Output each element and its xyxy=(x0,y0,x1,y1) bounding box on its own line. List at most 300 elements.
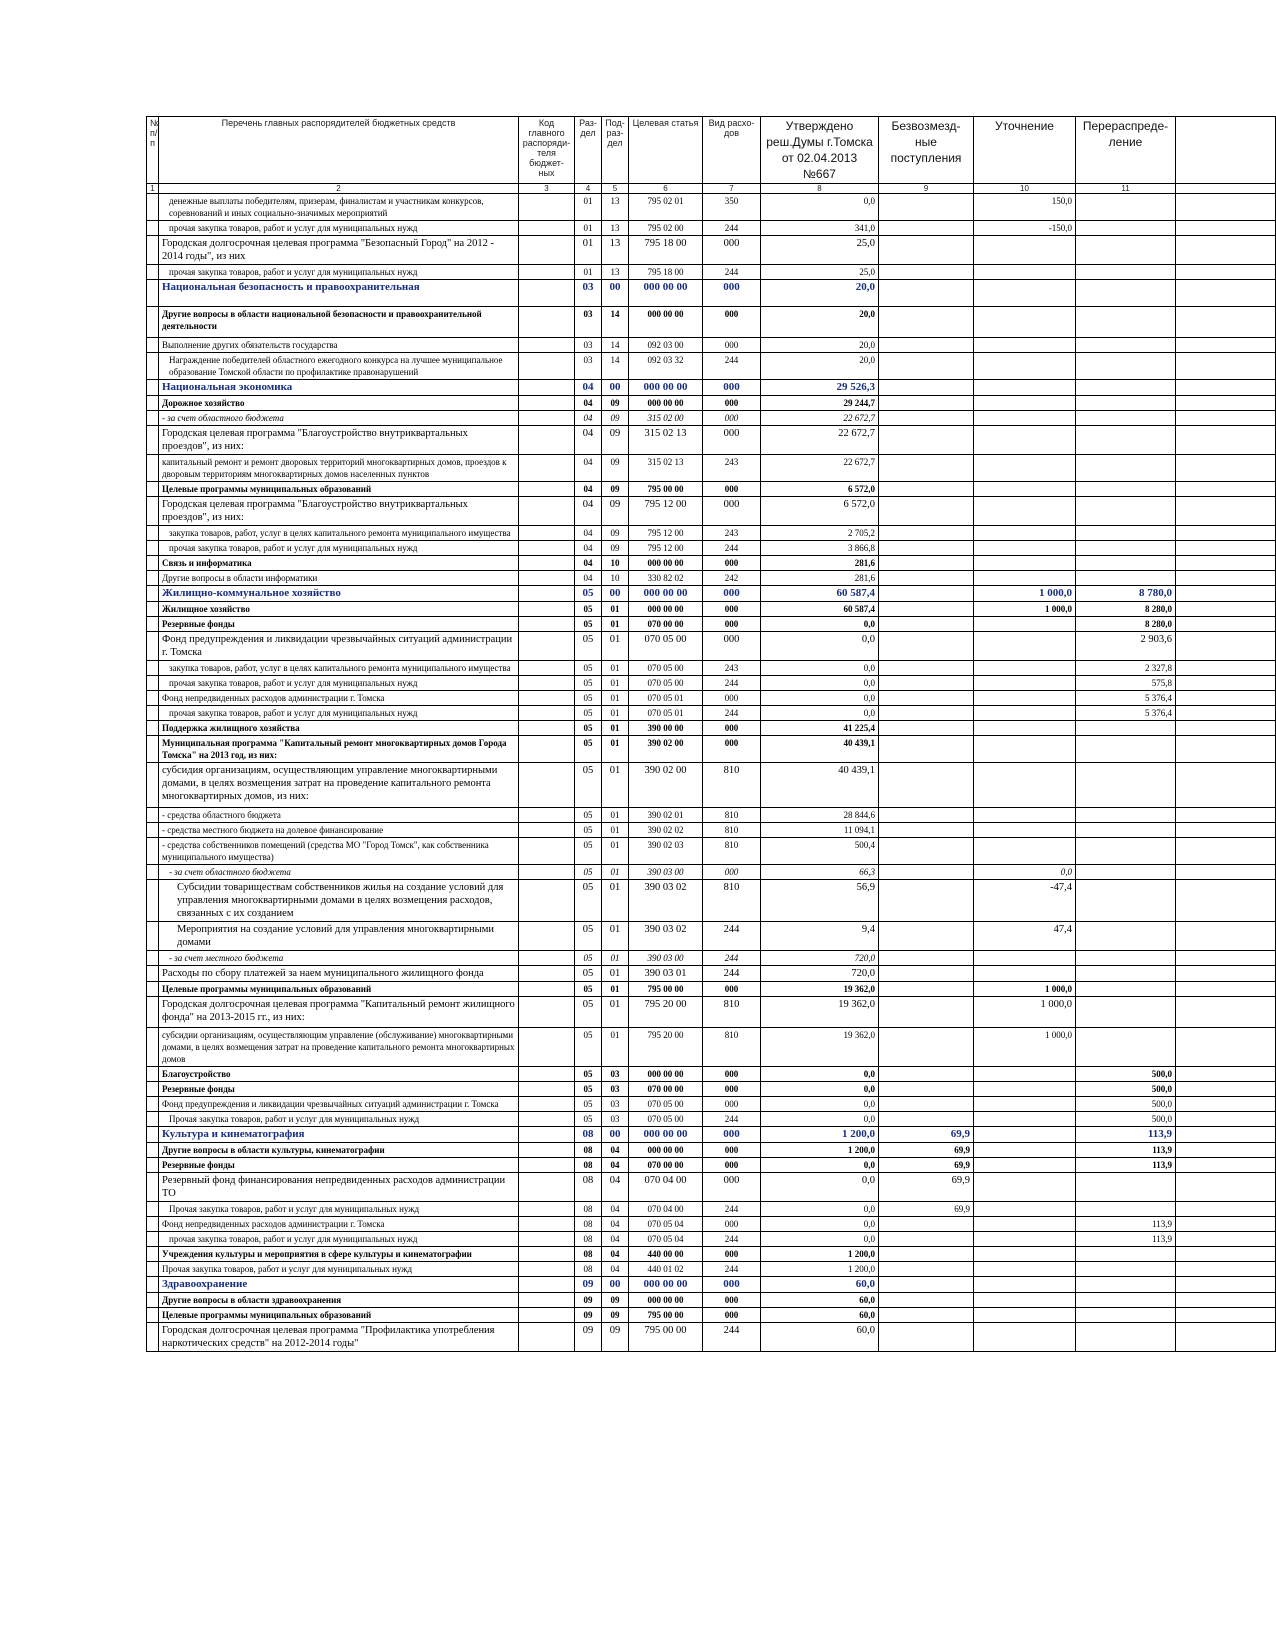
cell-podrazdel: 01 xyxy=(602,808,629,823)
cell-num xyxy=(147,194,159,221)
cell-clarif xyxy=(974,736,1076,763)
cell-grants xyxy=(879,706,974,721)
cell-clarif xyxy=(974,1217,1076,1232)
cell-grbs xyxy=(519,586,575,602)
cell-name: прочая закупка товаров, работ и услуг для муниципальных нужд xyxy=(159,265,519,280)
cell-name: - средства областного бюджета xyxy=(159,808,519,823)
cell-podrazdel: 00 xyxy=(602,586,629,602)
cell-grbs xyxy=(519,1127,575,1143)
cell-cel: 070 04 00 xyxy=(629,1173,703,1202)
cell-num xyxy=(147,380,159,396)
cell-grants xyxy=(879,922,974,951)
cell-redist xyxy=(1076,380,1176,396)
cell-podrazdel: 04 xyxy=(602,1173,629,1202)
cell-grbs xyxy=(519,380,575,396)
cell-grants xyxy=(879,1028,974,1067)
cell-grants xyxy=(879,617,974,632)
cell-vid: 000 xyxy=(703,236,761,265)
cell-vid: 000 xyxy=(703,982,761,997)
col-number: 1 xyxy=(147,184,159,194)
cell-razdel: 05 xyxy=(575,676,602,691)
cell-clarif xyxy=(974,1158,1076,1173)
cell-clarif xyxy=(974,763,1076,808)
cell-grants xyxy=(879,880,974,922)
cell-approved: 20,0 xyxy=(761,307,879,338)
cell-grants xyxy=(879,691,974,706)
cell-extra xyxy=(1176,602,1276,617)
cell-vid: 000 xyxy=(703,1308,761,1323)
cell-num xyxy=(147,838,159,865)
cell-redist: 2 327,8 xyxy=(1076,661,1176,676)
cell-extra xyxy=(1176,1082,1276,1097)
cell-redist xyxy=(1076,571,1176,586)
cell-num xyxy=(147,1082,159,1097)
cell-name: прочая закупка товаров, работ и услуг для муниципальных нужд xyxy=(159,221,519,236)
cell-clarif xyxy=(974,1293,1076,1308)
cell-podrazdel: 03 xyxy=(602,1067,629,1082)
cell-approved: 22 672,7 xyxy=(761,426,879,455)
cell-extra xyxy=(1176,1158,1276,1173)
cell-vid: 000 xyxy=(703,556,761,571)
cell-podrazdel: 01 xyxy=(602,617,629,632)
cell-grants xyxy=(879,982,974,997)
header-clarif: Уточнение xyxy=(974,117,1076,184)
cell-clarif xyxy=(974,236,1076,265)
cell-cel: 795 00 00 xyxy=(629,1308,703,1323)
cell-grbs xyxy=(519,1262,575,1277)
cell-name: Другие вопросы в области национальной безопасности и правоохранительной деятельности xyxy=(159,307,519,338)
cell-name: Другие вопросы в области здравоохранения xyxy=(159,1293,519,1308)
cell-num xyxy=(147,1143,159,1158)
cell-grbs xyxy=(519,541,575,556)
cell-cel: 000 00 00 xyxy=(629,380,703,396)
cell-num xyxy=(147,1112,159,1127)
cell-approved: 720,0 xyxy=(761,966,879,982)
cell-cel: 000 00 00 xyxy=(629,1277,703,1293)
cell-clarif xyxy=(974,571,1076,586)
cell-razdel: 04 xyxy=(575,455,602,482)
cell-grants xyxy=(879,1293,974,1308)
cell-podrazdel: 13 xyxy=(602,194,629,221)
cell-extra xyxy=(1176,280,1276,307)
table-row xyxy=(147,571,1276,586)
cell-razdel: 05 xyxy=(575,602,602,617)
cell-grants xyxy=(879,265,974,280)
cell-podrazdel: 14 xyxy=(602,307,629,338)
cell-extra xyxy=(1176,497,1276,526)
cell-name: Национальная безопасность и правоохранительная xyxy=(159,280,519,307)
cell-name: Жилищное хозяйство xyxy=(159,602,519,617)
cell-grbs xyxy=(519,571,575,586)
cell-cel: 000 00 00 xyxy=(629,556,703,571)
table-row xyxy=(147,411,1276,426)
cell-approved: 11 094,1 xyxy=(761,823,879,838)
cell-approved: 28 844,6 xyxy=(761,808,879,823)
cell-clarif xyxy=(974,411,1076,426)
cell-clarif xyxy=(974,1323,1076,1352)
cell-vid: 000 xyxy=(703,1082,761,1097)
cell-approved: 0,0 xyxy=(761,617,879,632)
cell-grants xyxy=(879,736,974,763)
cell-extra xyxy=(1176,661,1276,676)
cell-podrazdel: 01 xyxy=(602,602,629,617)
cell-razdel: 05 xyxy=(575,763,602,808)
cell-podrazdel: 03 xyxy=(602,1112,629,1127)
cell-extra xyxy=(1176,1112,1276,1127)
cell-num xyxy=(147,411,159,426)
table-row xyxy=(147,526,1276,541)
table-row xyxy=(147,1323,1276,1352)
cell-redist xyxy=(1076,482,1176,497)
cell-name: Фонд непредвиденных расходов администрации г. Томска xyxy=(159,691,519,706)
cell-cel: 000 00 00 xyxy=(629,307,703,338)
cell-podrazdel: 09 xyxy=(602,426,629,455)
table-row xyxy=(147,661,1276,676)
cell-num xyxy=(147,556,159,571)
cell-redist xyxy=(1076,1308,1176,1323)
cell-vid: 810 xyxy=(703,880,761,922)
cell-num xyxy=(147,586,159,602)
cell-cel: 390 03 02 xyxy=(629,922,703,951)
cell-grbs xyxy=(519,617,575,632)
table-row xyxy=(147,1308,1276,1323)
cell-grants xyxy=(879,721,974,736)
cell-podrazdel: 09 xyxy=(602,411,629,426)
cell-extra xyxy=(1176,1217,1276,1232)
cell-grbs xyxy=(519,353,575,380)
cell-podrazdel: 01 xyxy=(602,632,629,661)
cell-grbs xyxy=(519,1173,575,1202)
cell-redist xyxy=(1076,221,1176,236)
cell-grants: 69,9 xyxy=(879,1143,974,1158)
cell-podrazdel: 01 xyxy=(602,966,629,982)
cell-name: прочая закупка товаров, работ и услуг для муниципальных нужд xyxy=(159,541,519,556)
cell-num xyxy=(147,1277,159,1293)
table-row xyxy=(147,1173,1276,1202)
col-number xyxy=(1176,184,1276,194)
cell-podrazdel: 13 xyxy=(602,221,629,236)
cell-vid: 000 xyxy=(703,1127,761,1143)
cell-extra xyxy=(1176,1323,1276,1352)
cell-clarif xyxy=(974,1247,1076,1262)
cell-num xyxy=(147,1232,159,1247)
cell-name: - средства собственников помещений (средства МО "Город Томск", как собственника муниципального имущества) xyxy=(159,838,519,865)
cell-redist: 5 376,4 xyxy=(1076,706,1176,721)
cell-clarif xyxy=(974,1277,1076,1293)
cell-podrazdel: 04 xyxy=(602,1217,629,1232)
cell-name: Городская целевая программа "Благоустройство внутриквартальных проездов", из них: xyxy=(159,426,519,455)
cell-clarif: 1 000,0 xyxy=(974,586,1076,602)
cell-clarif xyxy=(974,721,1076,736)
table-row xyxy=(147,1232,1276,1247)
cell-razdel: 03 xyxy=(575,338,602,353)
cell-redist xyxy=(1076,411,1176,426)
table-row xyxy=(147,823,1276,838)
cell-num xyxy=(147,617,159,632)
cell-podrazdel: 04 xyxy=(602,1143,629,1158)
cell-approved: 0,0 xyxy=(761,661,879,676)
cell-cel: 000 00 00 xyxy=(629,396,703,411)
table-row xyxy=(147,1202,1276,1217)
table-row xyxy=(147,966,1276,982)
cell-approved: 0,0 xyxy=(761,1232,879,1247)
cell-cel: 390 03 02 xyxy=(629,880,703,922)
cell-extra xyxy=(1176,823,1276,838)
cell-clarif xyxy=(974,265,1076,280)
cell-podrazdel: 09 xyxy=(602,526,629,541)
table-row xyxy=(147,1262,1276,1277)
cell-grants: 69,9 xyxy=(879,1158,974,1173)
cell-podrazdel: 01 xyxy=(602,865,629,880)
cell-approved: 56,9 xyxy=(761,880,879,922)
cell-razdel: 05 xyxy=(575,823,602,838)
cell-clarif: -150,0 xyxy=(974,221,1076,236)
cell-razdel: 05 xyxy=(575,838,602,865)
cell-cel: 315 02 00 xyxy=(629,411,703,426)
cell-razdel: 05 xyxy=(575,922,602,951)
header-grbs: Код главного распоряди- теля бюджет- ных xyxy=(519,117,575,184)
cell-approved: 341,0 xyxy=(761,221,879,236)
cell-extra xyxy=(1176,571,1276,586)
cell-approved: 0,0 xyxy=(761,1217,879,1232)
header-podrazdel: Под- раз- дел xyxy=(602,117,629,184)
cell-clarif xyxy=(974,1097,1076,1112)
cell-redist xyxy=(1076,556,1176,571)
cell-redist: 500,0 xyxy=(1076,1112,1176,1127)
cell-vid: 000 xyxy=(703,1097,761,1112)
cell-approved: 40 439,1 xyxy=(761,763,879,808)
table-row xyxy=(147,338,1276,353)
cell-redist xyxy=(1076,982,1176,997)
cell-grants xyxy=(879,396,974,411)
cell-podrazdel: 01 xyxy=(602,1028,629,1067)
cell-name: прочая закупка товаров, работ и услуг для муниципальных нужд xyxy=(159,676,519,691)
cell-num xyxy=(147,526,159,541)
cell-redist xyxy=(1076,265,1176,280)
cell-cel: 000 00 00 xyxy=(629,1067,703,1082)
cell-razdel: 05 xyxy=(575,691,602,706)
cell-num xyxy=(147,706,159,721)
cell-redist xyxy=(1076,1323,1176,1352)
cell-approved: 3 866,8 xyxy=(761,541,879,556)
cell-vid: 000 xyxy=(703,280,761,307)
cell-vid: 244 xyxy=(703,353,761,380)
cell-grants xyxy=(879,307,974,338)
cell-num xyxy=(147,997,159,1028)
cell-grants xyxy=(879,338,974,353)
cell-redist xyxy=(1076,1028,1176,1067)
cell-redist: 500,0 xyxy=(1076,1067,1176,1082)
cell-vid: 244 xyxy=(703,1202,761,1217)
cell-approved: 1 200,0 xyxy=(761,1262,879,1277)
cell-cel: 795 02 00 xyxy=(629,221,703,236)
cell-vid: 244 xyxy=(703,221,761,236)
cell-redist xyxy=(1076,396,1176,411)
cell-razdel: 04 xyxy=(575,426,602,455)
cell-clarif xyxy=(974,280,1076,307)
cell-cel: 795 18 00 xyxy=(629,265,703,280)
cell-grbs xyxy=(519,1293,575,1308)
cell-redist: 575,8 xyxy=(1076,676,1176,691)
cell-grbs xyxy=(519,526,575,541)
table-header xyxy=(147,117,1276,194)
cell-name: Городская долгосрочная целевая программа "Профилактика употребления наркотических средств" на 2012-2014 годы" xyxy=(159,1323,519,1352)
cell-redist xyxy=(1076,426,1176,455)
cell-clarif xyxy=(974,808,1076,823)
cell-num xyxy=(147,1323,159,1352)
table-row xyxy=(147,865,1276,880)
cell-cel: 795 00 00 xyxy=(629,982,703,997)
cell-vid: 000 xyxy=(703,736,761,763)
cell-grants xyxy=(879,1217,974,1232)
cell-redist xyxy=(1076,951,1176,966)
cell-vid: 243 xyxy=(703,661,761,676)
cell-redist: 8 280,0 xyxy=(1076,602,1176,617)
cell-grbs xyxy=(519,880,575,922)
col-number: 11 xyxy=(1076,184,1176,194)
cell-cel: 070 05 04 xyxy=(629,1217,703,1232)
cell-vid: 000 xyxy=(703,482,761,497)
cell-cel: 070 05 00 xyxy=(629,661,703,676)
cell-approved: 1 200,0 xyxy=(761,1143,879,1158)
cell-grants xyxy=(879,556,974,571)
cell-num xyxy=(147,661,159,676)
cell-clarif xyxy=(974,426,1076,455)
cell-cel: 390 03 00 xyxy=(629,865,703,880)
cell-razdel: 09 xyxy=(575,1323,602,1352)
cell-clarif xyxy=(974,1173,1076,1202)
table-row xyxy=(147,602,1276,617)
cell-razdel: 08 xyxy=(575,1202,602,1217)
cell-podrazdel: 09 xyxy=(602,1323,629,1352)
cell-vid: 350 xyxy=(703,194,761,221)
cell-num xyxy=(147,541,159,556)
cell-extra xyxy=(1176,1277,1276,1293)
cell-grbs xyxy=(519,823,575,838)
cell-grbs xyxy=(519,1202,575,1217)
cell-grbs xyxy=(519,338,575,353)
cell-num xyxy=(147,880,159,922)
cell-grbs xyxy=(519,307,575,338)
cell-vid: 810 xyxy=(703,838,761,865)
cell-podrazdel: 01 xyxy=(602,982,629,997)
cell-grbs xyxy=(519,676,575,691)
table-row xyxy=(147,1028,1276,1067)
cell-cel: 070 00 00 xyxy=(629,1158,703,1173)
cell-redist xyxy=(1076,997,1176,1028)
cell-podrazdel: 10 xyxy=(602,571,629,586)
cell-approved: 0,0 xyxy=(761,194,879,221)
cell-extra xyxy=(1176,617,1276,632)
cell-clarif xyxy=(974,1308,1076,1323)
cell-grants xyxy=(879,951,974,966)
cell-extra xyxy=(1176,736,1276,763)
cell-grbs xyxy=(519,1323,575,1352)
cell-approved: 60,0 xyxy=(761,1308,879,1323)
cell-num xyxy=(147,482,159,497)
cell-podrazdel: 09 xyxy=(602,482,629,497)
cell-grants xyxy=(879,823,974,838)
cell-grants xyxy=(879,1067,974,1082)
cell-cel: 000 00 00 xyxy=(629,586,703,602)
cell-cel: 092 03 00 xyxy=(629,338,703,353)
cell-extra xyxy=(1176,396,1276,411)
cell-num xyxy=(147,691,159,706)
cell-redist xyxy=(1076,1262,1176,1277)
cell-redist: 8 280,0 xyxy=(1076,617,1176,632)
cell-cel: 390 02 03 xyxy=(629,838,703,865)
cell-grbs xyxy=(519,997,575,1028)
cell-grbs xyxy=(519,1097,575,1112)
table-row xyxy=(147,736,1276,763)
cell-name: Городская долгосрочная целевая программа "Капитальный ремонт жилищного фонда" на 2013-2015 гг., из них: xyxy=(159,997,519,1028)
cell-extra xyxy=(1176,1232,1276,1247)
table-row xyxy=(147,1067,1276,1082)
cell-redist xyxy=(1076,455,1176,482)
cell-grbs xyxy=(519,922,575,951)
cell-razdel: 05 xyxy=(575,1028,602,1067)
cell-clarif: 47,4 xyxy=(974,922,1076,951)
cell-cel: 390 02 02 xyxy=(629,823,703,838)
cell-grants xyxy=(879,676,974,691)
cell-vid: 000 xyxy=(703,602,761,617)
cell-grants: 69,9 xyxy=(879,1127,974,1143)
table-row xyxy=(147,951,1276,966)
cell-approved: 6 572,0 xyxy=(761,497,879,526)
cell-razdel: 05 xyxy=(575,706,602,721)
cell-cel: 390 03 00 xyxy=(629,951,703,966)
cell-grants xyxy=(879,1277,974,1293)
cell-redist xyxy=(1076,808,1176,823)
cell-clarif xyxy=(974,1112,1076,1127)
cell-extra xyxy=(1176,586,1276,602)
cell-approved: 1 200,0 xyxy=(761,1247,879,1262)
cell-clarif xyxy=(974,307,1076,338)
cell-extra xyxy=(1176,808,1276,823)
cell-approved: 60,0 xyxy=(761,1293,879,1308)
cell-num xyxy=(147,497,159,526)
cell-extra xyxy=(1176,763,1276,808)
cell-name: Городская долгосрочная целевая программа "Безопасный Город" на 2012 - 2014 годы", из них xyxy=(159,236,519,265)
cell-vid: 000 xyxy=(703,1158,761,1173)
cell-vid: 000 xyxy=(703,1067,761,1082)
cell-redist: 2 903,6 xyxy=(1076,632,1176,661)
cell-cel: 795 20 00 xyxy=(629,1028,703,1067)
cell-extra xyxy=(1176,307,1276,338)
cell-approved: 0,0 xyxy=(761,691,879,706)
cell-razdel: 03 xyxy=(575,280,602,307)
table-row xyxy=(147,556,1276,571)
cell-clarif xyxy=(974,951,1076,966)
cell-grbs xyxy=(519,691,575,706)
table-row xyxy=(147,1143,1276,1158)
cell-name: Выполнение других обязательств государства xyxy=(159,338,519,353)
cell-name: Жилищно-коммунальное хозяйство xyxy=(159,586,519,602)
cell-razdel: 05 xyxy=(575,808,602,823)
table-row xyxy=(147,721,1276,736)
cell-num xyxy=(147,307,159,338)
cell-grants: 69,9 xyxy=(879,1173,974,1202)
budget-sheet xyxy=(146,116,1275,1352)
cell-extra xyxy=(1176,1028,1276,1067)
cell-approved: 41 225,4 xyxy=(761,721,879,736)
cell-grants xyxy=(879,280,974,307)
cell-grbs xyxy=(519,982,575,997)
cell-approved: 281,6 xyxy=(761,571,879,586)
cell-razdel: 05 xyxy=(575,1082,602,1097)
table-row xyxy=(147,396,1276,411)
cell-extra xyxy=(1176,556,1276,571)
